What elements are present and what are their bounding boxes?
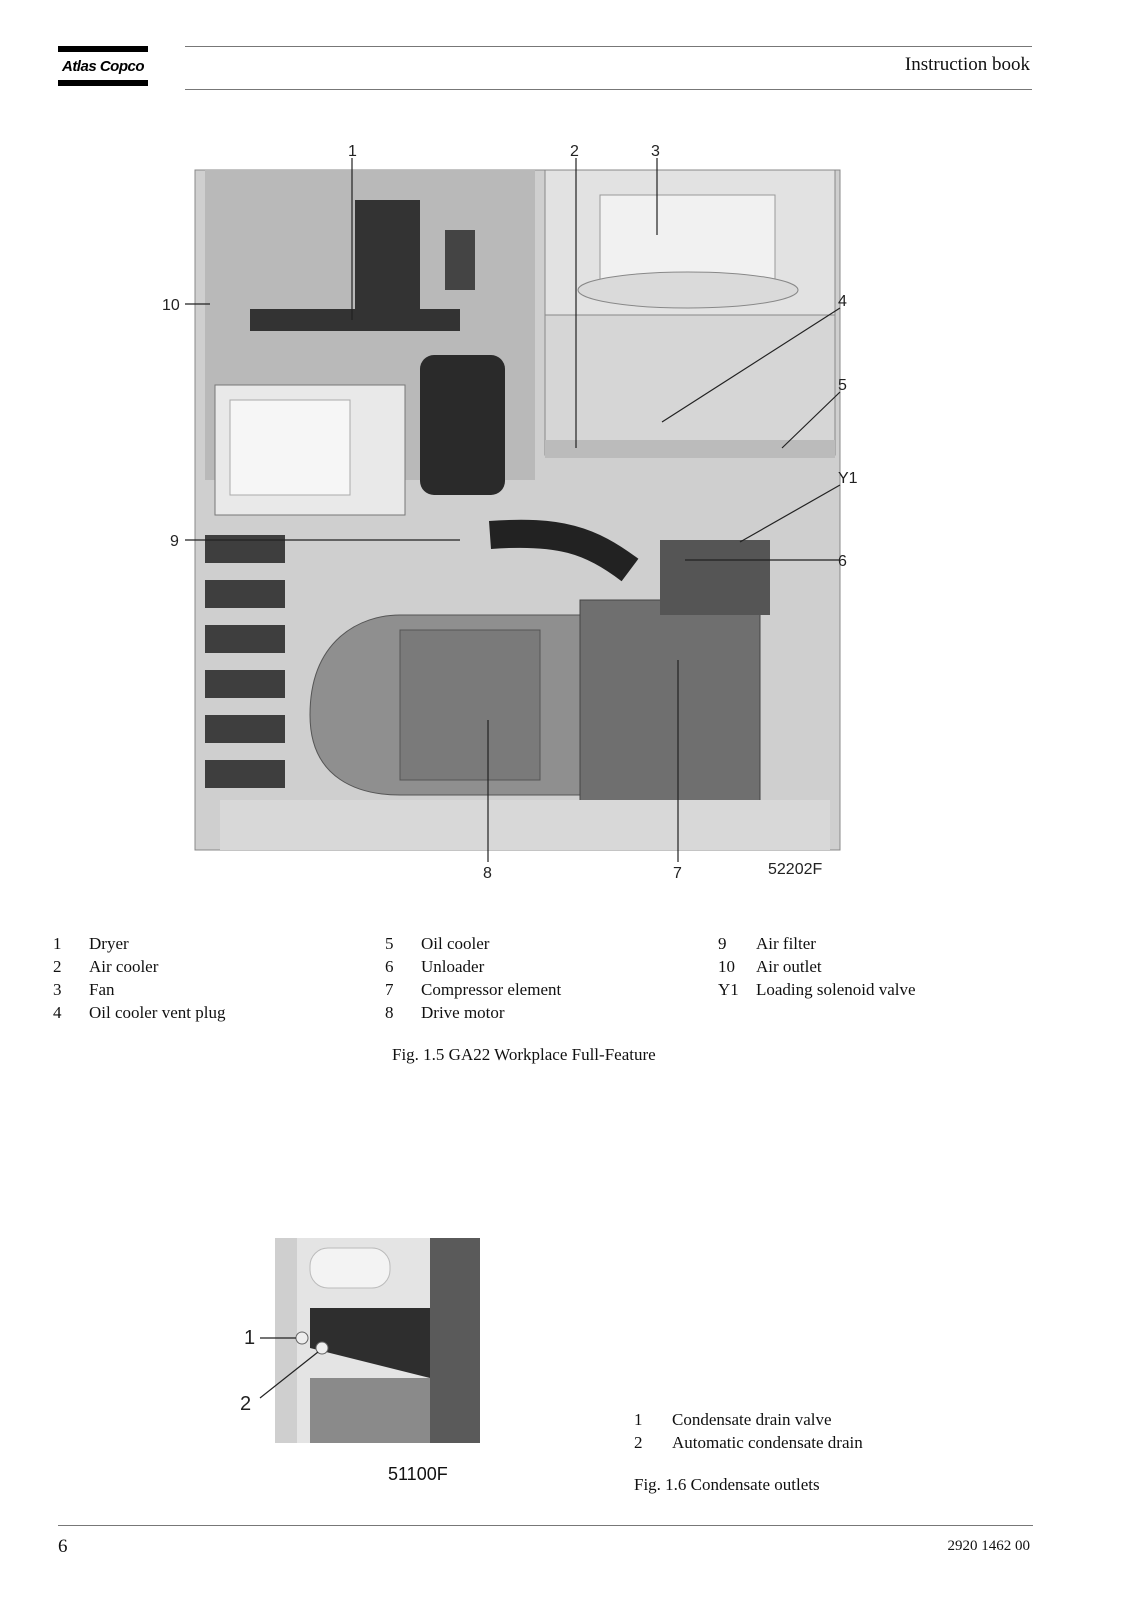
panel-left-edge — [275, 1238, 297, 1443]
callout-9: 9 — [170, 533, 179, 550]
legend-item — [53, 955, 225, 978]
atlas-copco-logo — [58, 46, 148, 90]
legend-label: Dryer — [89, 934, 129, 953]
figure2-caption: Fig. 1.6 Condensate outlets — [634, 1475, 820, 1494]
legend-label: Air filter — [756, 934, 816, 953]
header-title: Instruction book — [904, 54, 1030, 75]
figure1-caption: Fig. 1.5 GA22 Workplace Full-Feature — [392, 1045, 656, 1064]
callout-7: 7 — [673, 865, 682, 882]
callout-1: 1 — [348, 143, 357, 160]
legend-label: Oil cooler — [421, 934, 490, 953]
legend-item — [53, 978, 225, 1001]
legend-item — [385, 955, 561, 978]
logo-bar-top — [58, 46, 148, 52]
legend-item — [385, 932, 561, 955]
legend-number: 1 — [53, 934, 62, 953]
panel-right-dark — [430, 1238, 480, 1443]
legend-label: Fan — [89, 980, 115, 999]
legend-item — [385, 1001, 561, 1024]
logo-text: Atlas Copco — [61, 58, 144, 75]
legend-number: 2 — [53, 957, 62, 976]
legend-item — [718, 955, 916, 978]
legend-label: Air cooler — [89, 957, 159, 976]
callout-8: 8 — [483, 865, 492, 882]
callout-2: 2 — [570, 143, 579, 160]
logo-bar-bottom — [58, 80, 148, 86]
compressor-illustration — [160, 140, 880, 900]
legend-item — [718, 932, 916, 955]
fan-shroud — [600, 195, 775, 285]
figure1-image-code: 52202F — [768, 861, 823, 878]
callout-2: 2 — [240, 1393, 252, 1415]
dryer-unit — [355, 200, 420, 310]
legend1-column-1 — [53, 932, 225, 1024]
legend-label: Drive motor — [421, 1003, 505, 1022]
lower-panel — [310, 1378, 430, 1443]
callout-5: 5 — [838, 377, 847, 394]
dryer-label — [230, 400, 350, 495]
motor-fins — [400, 630, 540, 780]
callout-y1: Y1 — [838, 470, 858, 487]
callout-6: 6 — [838, 553, 847, 570]
header-rule-top — [185, 46, 1032, 47]
legend-number: 5 — [385, 934, 394, 953]
drain-valve — [296, 1332, 308, 1344]
legend-number: 3 — [53, 980, 62, 999]
legend-item — [53, 1001, 225, 1024]
callout-3: 3 — [651, 143, 660, 160]
legend-item — [634, 1408, 863, 1431]
dryer-compressor — [420, 355, 505, 495]
legend-item — [385, 978, 561, 1001]
legend-number: 7 — [385, 980, 394, 999]
legend-number: 9 — [718, 934, 727, 953]
legend-item — [718, 978, 916, 1001]
legend-label: Unloader — [421, 957, 485, 976]
legend-number: 10 — [718, 957, 735, 976]
condensate-illustration — [230, 1238, 490, 1478]
cooler-block — [545, 315, 835, 455]
figure-compressor-photo — [160, 140, 880, 900]
legend-item — [53, 932, 225, 955]
document-number: 2920 1462 00 — [947, 1538, 1030, 1554]
legend-number: Y1 — [718, 980, 739, 999]
unloader — [660, 540, 770, 615]
compressor-element — [580, 600, 760, 810]
legend2 — [634, 1408, 863, 1454]
legend-number: 1 — [634, 1410, 643, 1429]
legend-label: Oil cooler vent plug — [89, 1003, 226, 1022]
callout-4: 4 — [838, 293, 847, 310]
legend-number: 2 — [634, 1433, 643, 1452]
legend-label: Compressor element — [421, 980, 562, 999]
upper-pipe — [310, 1248, 390, 1288]
callout-1: 1 — [244, 1327, 256, 1349]
figure2-image-code: 51100F — [388, 1464, 448, 1484]
header-rule-bottom — [185, 89, 1032, 90]
figure-condensate-photo — [230, 1238, 490, 1478]
legend-label: Air outlet — [756, 957, 822, 976]
legend-number: 8 — [385, 1003, 394, 1022]
cooler-bar — [545, 440, 835, 458]
callout-10: 10 — [162, 297, 180, 314]
footer-rule — [58, 1525, 1033, 1526]
legend-label: Loading solenoid valve — [756, 980, 916, 999]
fan-ring — [578, 272, 798, 308]
legend1-column-3 — [718, 932, 916, 1001]
page-number: 6 — [58, 1536, 68, 1557]
base-plate — [220, 800, 830, 850]
legend-label: Automatic condensate drain — [672, 1433, 863, 1452]
legend-item — [634, 1431, 863, 1454]
legend-number: 4 — [53, 1003, 62, 1022]
legend-number: 6 — [385, 957, 394, 976]
legend1-column-2 — [385, 932, 561, 1024]
legend-label: Condensate drain valve — [672, 1410, 832, 1429]
